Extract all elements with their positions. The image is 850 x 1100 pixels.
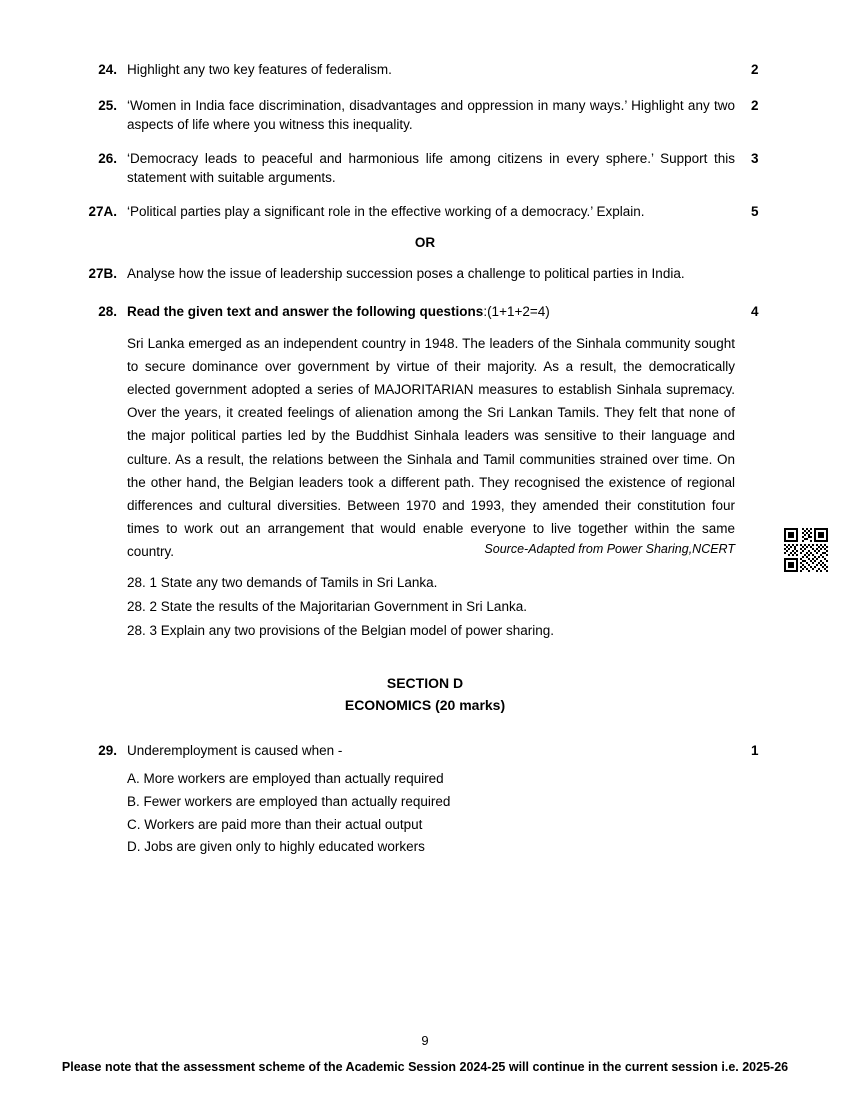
question-text: ‘Democracy leads to peaceful and harmonious life among citizens in every sphere.’ Support this statement with suitable arguments. <box>127 150 735 186</box>
section-title: SECTION D <box>386 675 464 692</box>
question-marks: 2 <box>751 62 759 77</box>
question-text: ‘Women in India face discrimination, disadvantages and oppression in many ways.’ Highlight any two aspects of life where you witness this inequality. <box>127 97 735 133</box>
question-row <box>75 264 775 284</box>
passage-text: Sri Lanka emerged as an independent country in 1948. The leaders of the Sinhala community sought to secure dominance over government by virtue of their majority. As a result, the democratically elected government adopted a series of MAJORITARIAN measures to establish Sinhala supremacy. Over the years, it created feelings of alienation among the Sri Lankan Tamils. They felt that none of the major political parties led by the Buddhist Sinhala leaders was sensitive to their language and culture. As a result, the relations between the Sinhala and Tamil communities strained over time. On the other hand, the Belgian leaders took a different path. They recognised the existence of regional differences and cultural diversities. Between 1970 and 1993, they amended their constitution four times to work out an arrangement that would enable everyone to live together within the same country. <box>127 335 735 560</box>
question-marks: 3 <box>751 150 759 166</box>
question-number: 28. <box>98 303 117 319</box>
question-row <box>75 96 775 135</box>
option-c[interactable]: C. Workers are paid more than their actual output <box>127 816 423 832</box>
sub-question: 28. 3 Explain any two provisions of the Belgian model of power sharing. <box>127 622 554 638</box>
sub-question: 28. 2 State the results of the Majoritarian Government in Sri Lanka. <box>127 598 527 614</box>
question-marks: 1 <box>751 742 759 758</box>
question-marks: 5 <box>751 203 759 219</box>
question-marks: 2 <box>751 97 759 113</box>
or-divider: OR <box>414 235 436 251</box>
question-number: 29. <box>98 742 117 758</box>
option-d[interactable]: D. Jobs are given only to highly educated workers <box>127 839 425 855</box>
option-a[interactable]: A. More workers are employed than actually required <box>127 771 444 787</box>
qr-code-icon <box>784 528 828 572</box>
question-row <box>75 302 775 643</box>
question-row <box>75 149 775 188</box>
question-text: Analyse how the issue of leadership succession poses a challenge to political parties in India. <box>127 266 685 282</box>
question-marks: 4 <box>751 303 759 319</box>
question-text: Underemployment is caused when - <box>127 742 343 758</box>
section-heading <box>75 673 775 716</box>
question-28-heading <box>127 302 735 322</box>
question-row <box>75 741 775 859</box>
question-text: Highlight any two key features of federalism. <box>127 62 392 77</box>
question-number: 26. <box>98 150 117 166</box>
footer-note: Please note that the assessment scheme of the Academic Session 2024-25 will continue in the current session i.e. 2025-26 <box>61 1060 789 1074</box>
question-number: 25. <box>98 97 117 113</box>
question-28-heading-bold: Read the given text and answer the following questions <box>127 303 484 319</box>
question-row <box>75 60 775 80</box>
passage-source: Source-Adapted from Power Sharing,NCERT <box>484 541 735 556</box>
section-subtitle: ECONOMICS (20 marks) <box>344 697 506 714</box>
sub-question: 28. 1 State any two demands of Tamils in Sri Lanka. <box>127 574 438 590</box>
question-number: 24. <box>98 62 117 77</box>
question-number: 27A. <box>88 203 117 219</box>
option-b[interactable]: B. Fewer workers are employed than actually required <box>127 793 451 809</box>
question-row <box>75 202 775 222</box>
page-number: 9 <box>421 1033 429 1048</box>
question-number: 27B. <box>88 266 117 282</box>
sub-questions <box>127 572 735 642</box>
question-28-heading-rest: :(1+1+2=4) <box>483 303 550 319</box>
option-list <box>127 768 735 857</box>
question-text: ‘Political parties play a significant role in the effective working of a democracy.’ Explain. <box>127 203 645 219</box>
